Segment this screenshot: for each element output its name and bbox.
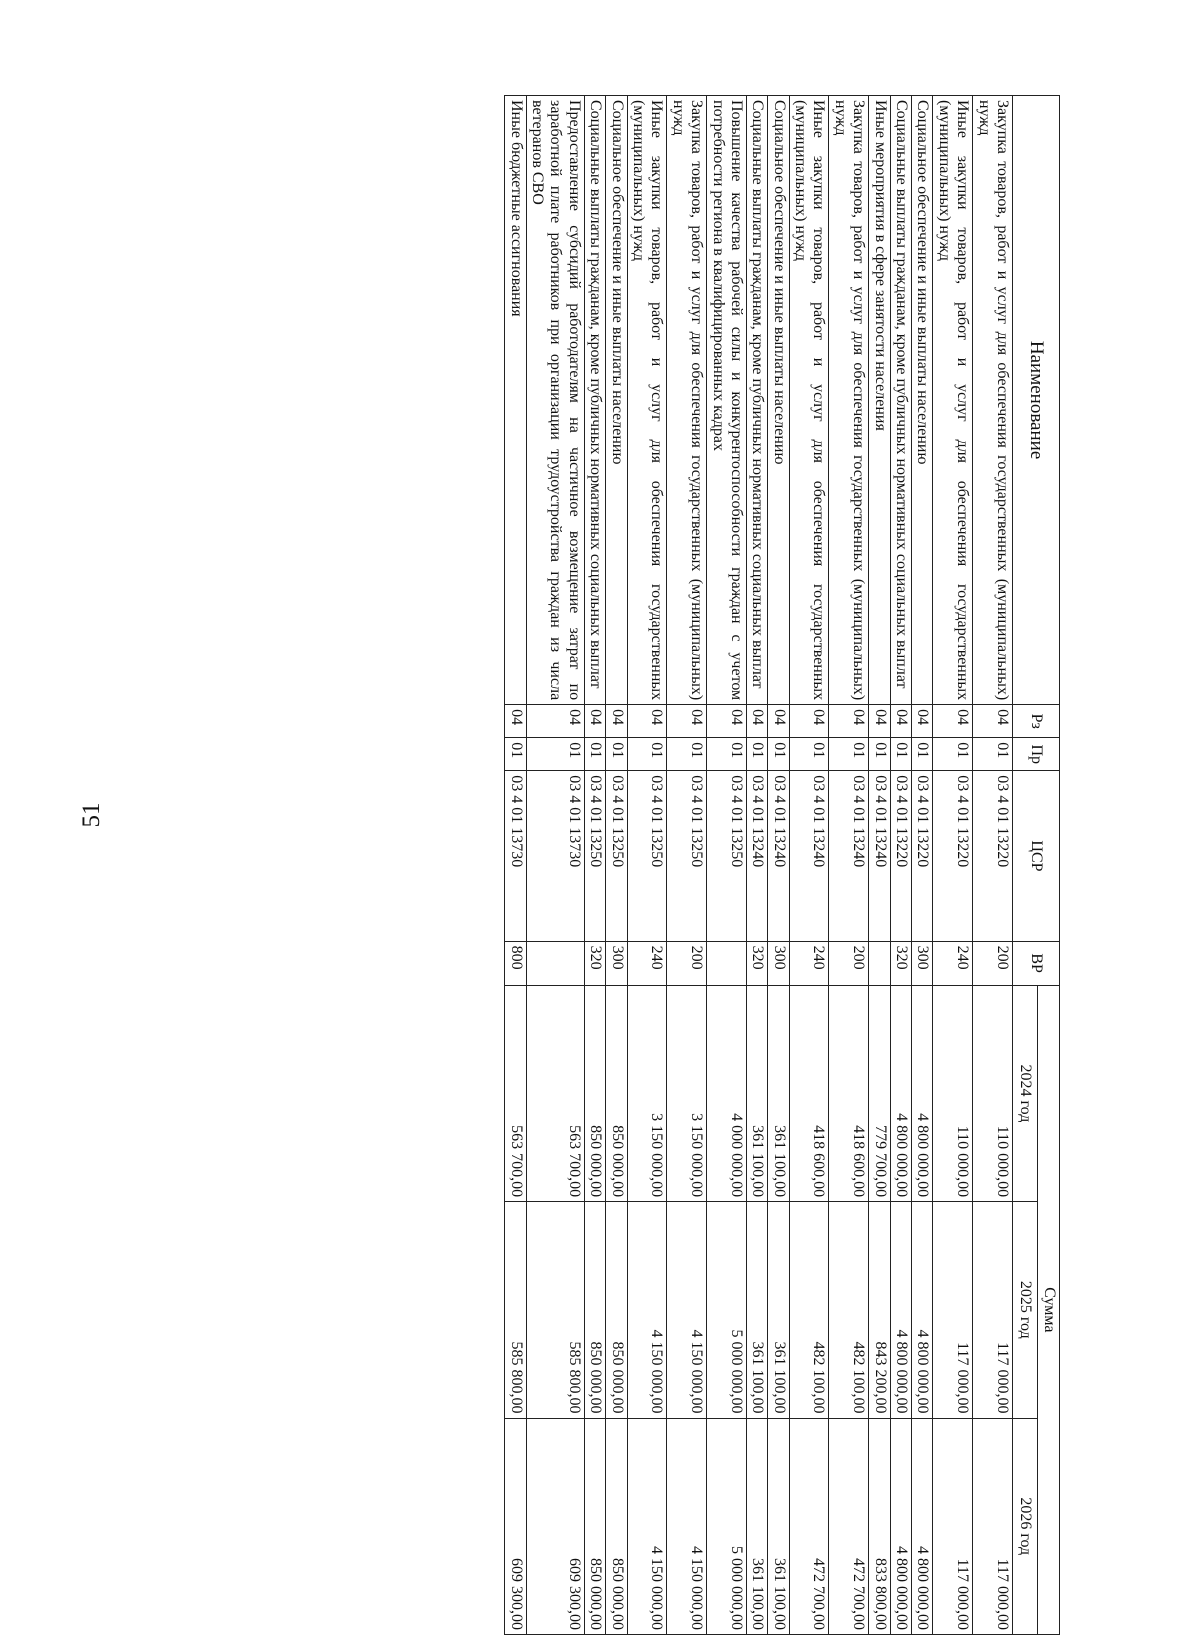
cell-pr: 01 bbox=[973, 738, 1013, 771]
cell-rz: 04 bbox=[768, 705, 789, 738]
cell-vr: 320 bbox=[584, 941, 605, 985]
cell-csr: 03 4 01 13220 bbox=[973, 771, 1013, 941]
cell-vr: 320 bbox=[746, 941, 767, 985]
cell-csr: 03 4 01 13240 bbox=[869, 771, 890, 941]
cell-pr: 01 bbox=[829, 738, 869, 771]
header-csr: ЦСР bbox=[1013, 771, 1060, 941]
cell-2024: 110 000,00 bbox=[973, 985, 1013, 1201]
cell-rz: 04 bbox=[707, 705, 747, 738]
table-row bbox=[667, 96, 707, 1635]
cell-2026: 850 000,00 bbox=[606, 1418, 627, 1634]
cell-2026: 4 800 000,00 bbox=[890, 1418, 911, 1634]
table-row bbox=[912, 96, 933, 1635]
cell-csr: 03 4 01 13250 bbox=[606, 771, 627, 941]
cell-2025: 850 000,00 bbox=[584, 1202, 605, 1418]
cell-vr bbox=[526, 941, 584, 985]
table-header bbox=[1013, 96, 1060, 1635]
cell-vr: 240 bbox=[933, 941, 973, 985]
page-number: 51 bbox=[78, 802, 105, 828]
cell-pr: 01 bbox=[505, 738, 526, 771]
cell-name: Социальное обеспечение и иные выплаты населению bbox=[606, 96, 627, 705]
table-row bbox=[973, 96, 1013, 1635]
cell-2025: 4 150 000,00 bbox=[667, 1202, 707, 1418]
cell-2026: 117 000,00 bbox=[973, 1418, 1013, 1634]
cell-rz: 04 bbox=[606, 705, 627, 738]
cell-csr: 03 4 01 13220 bbox=[912, 771, 933, 941]
table-row bbox=[869, 96, 890, 1635]
cell-rz: 04 bbox=[627, 705, 667, 738]
table-row bbox=[505, 96, 526, 1635]
cell-rz: 04 bbox=[933, 705, 973, 738]
cell-2026: 361 100,00 bbox=[746, 1418, 767, 1634]
table-row bbox=[707, 96, 747, 1635]
cell-vr: 200 bbox=[973, 941, 1013, 985]
cell-2025: 585 800,00 bbox=[526, 1202, 584, 1418]
cell-2024: 361 100,00 bbox=[746, 985, 767, 1201]
cell-csr: 03 4 01 13240 bbox=[789, 771, 829, 941]
cell-pr: 01 bbox=[584, 738, 605, 771]
cell-2024: 779 700,00 bbox=[869, 985, 890, 1201]
cell-name: Предоставление субсидий работодателям на частичное возмещение затрат по заработной плате работников при организации трудоустройства граждан из числа ветеранов СВО bbox=[526, 96, 584, 705]
cell-name: Социальные выплаты гражданам, кроме публичных нормативных социальных выплат bbox=[584, 96, 605, 705]
cell-2026: 4 800 000,00 bbox=[912, 1418, 933, 1634]
cell-csr: 03 4 01 13730 bbox=[526, 771, 584, 941]
cell-2024: 3 150 000,00 bbox=[627, 985, 667, 1201]
cell-rz: 04 bbox=[584, 705, 605, 738]
cell-pr: 01 bbox=[526, 738, 584, 771]
cell-name: Социальное обеспечение и иные выплаты населению bbox=[912, 96, 933, 705]
cell-2026: 4 150 000,00 bbox=[667, 1418, 707, 1634]
cell-2024: 563 700,00 bbox=[526, 985, 584, 1201]
cell-rz: 04 bbox=[829, 705, 869, 738]
cell-2024: 4 000 000,00 bbox=[707, 985, 747, 1201]
table-row bbox=[627, 96, 667, 1635]
cell-pr: 01 bbox=[746, 738, 767, 771]
cell-pr: 01 bbox=[869, 738, 890, 771]
cell-csr: 03 4 01 13730 bbox=[505, 771, 526, 941]
cell-2026: 609 300,00 bbox=[505, 1418, 526, 1634]
header-rz: Рз bbox=[1013, 705, 1060, 738]
cell-csr: 03 4 01 13240 bbox=[829, 771, 869, 941]
cell-2024: 850 000,00 bbox=[606, 985, 627, 1201]
cell-2026: 5 000 000,00 bbox=[707, 1418, 747, 1634]
header-year-2026: 2026 год bbox=[1013, 1418, 1038, 1634]
cell-name: Закупка товаров, работ и услуг для обеспечения государственных (муниципальных) нужд bbox=[973, 96, 1013, 705]
cell-2026: 609 300,00 bbox=[526, 1418, 584, 1634]
cell-rz: 04 bbox=[667, 705, 707, 738]
cell-name: Иные бюджетные ассигнования bbox=[505, 96, 526, 705]
cell-pr: 01 bbox=[768, 738, 789, 771]
cell-2025: 585 800,00 bbox=[505, 1202, 526, 1418]
cell-csr: 03 4 01 13240 bbox=[768, 771, 789, 941]
cell-rz: 04 bbox=[912, 705, 933, 738]
header-name: Наименование bbox=[1013, 96, 1060, 705]
cell-name: Иные мероприятия в сфере занятости населения bbox=[869, 96, 890, 705]
header-year-2024: 2024 год bbox=[1013, 985, 1038, 1201]
table-row bbox=[789, 96, 829, 1635]
cell-vr bbox=[869, 941, 890, 985]
cell-name: Социальные выплаты гражданам, кроме публичных нормативных социальных выплат bbox=[746, 96, 767, 705]
header-vr: ВР bbox=[1013, 941, 1060, 985]
cell-name: Закупка товаров, работ и услуг для обеспечения государственных (муниципальных) нужд bbox=[667, 96, 707, 705]
cell-pr: 01 bbox=[890, 738, 911, 771]
cell-name: Социальное обеспечение и иные выплаты населению bbox=[768, 96, 789, 705]
cell-csr: 03 4 01 13220 bbox=[933, 771, 973, 941]
cell-pr: 01 bbox=[606, 738, 627, 771]
cell-2026: 833 800,00 bbox=[869, 1418, 890, 1634]
cell-csr: 03 4 01 13240 bbox=[746, 771, 767, 941]
cell-rz: 04 bbox=[890, 705, 911, 738]
cell-vr: 240 bbox=[789, 941, 829, 985]
cell-csr: 03 4 01 13250 bbox=[667, 771, 707, 941]
header-sum: Сумма bbox=[1038, 985, 1060, 1634]
cell-name: Социальные выплаты гражданам, кроме публичных нормативных социальных выплат bbox=[890, 96, 911, 705]
cell-2026: 472 700,00 bbox=[789, 1418, 829, 1634]
cell-2025: 4 800 000,00 bbox=[890, 1202, 911, 1418]
cell-2024: 361 100,00 bbox=[768, 985, 789, 1201]
cell-2026: 361 100,00 bbox=[768, 1418, 789, 1634]
cell-2024: 4 800 000,00 bbox=[912, 985, 933, 1201]
cell-vr: 300 bbox=[912, 941, 933, 985]
table-row bbox=[584, 96, 605, 1635]
cell-2025: 850 000,00 bbox=[606, 1202, 627, 1418]
cell-csr: 03 4 01 13250 bbox=[707, 771, 747, 941]
cell-csr: 03 4 01 13250 bbox=[584, 771, 605, 941]
table-row bbox=[606, 96, 627, 1635]
cell-2025: 482 100,00 bbox=[789, 1202, 829, 1418]
cell-vr: 240 bbox=[627, 941, 667, 985]
cell-csr: 03 4 01 13250 bbox=[627, 771, 667, 941]
cell-2024: 418 600,00 bbox=[829, 985, 869, 1201]
cell-2024: 4 800 000,00 bbox=[890, 985, 911, 1201]
cell-2026: 850 000,00 bbox=[584, 1418, 605, 1634]
cell-vr: 200 bbox=[829, 941, 869, 985]
rotated-page bbox=[180, 95, 1060, 1635]
cell-2025: 5 000 000,00 bbox=[707, 1202, 747, 1418]
cell-name: Иные закупки товаров, работ и услуг для обеспечения государственных (муниципальных) нужд bbox=[789, 96, 829, 705]
cell-vr bbox=[707, 941, 747, 985]
cell-2024: 418 600,00 bbox=[789, 985, 829, 1201]
cell-2024: 110 000,00 bbox=[933, 985, 973, 1201]
table-row bbox=[829, 96, 869, 1635]
cell-2026: 472 700,00 bbox=[829, 1418, 869, 1634]
cell-2024: 563 700,00 bbox=[505, 985, 526, 1201]
cell-name: Иные закупки товаров, работ и услуг для обеспечения государственных (муниципальных) нужд bbox=[933, 96, 973, 705]
cell-2025: 4 150 000,00 bbox=[627, 1202, 667, 1418]
table-row bbox=[933, 96, 973, 1635]
cell-2025: 361 100,00 bbox=[768, 1202, 789, 1418]
table-row bbox=[768, 96, 789, 1635]
cell-rz: 04 bbox=[973, 705, 1013, 738]
cell-2025: 361 100,00 bbox=[746, 1202, 767, 1418]
table-row bbox=[526, 96, 584, 1635]
header-pr: Пр bbox=[1013, 738, 1060, 771]
cell-2024: 850 000,00 bbox=[584, 985, 605, 1201]
cell-rz: 04 bbox=[746, 705, 767, 738]
cell-pr: 01 bbox=[627, 738, 667, 771]
table-body bbox=[505, 96, 1013, 1635]
cell-2026: 4 150 000,00 bbox=[627, 1418, 667, 1634]
cell-rz: 04 bbox=[505, 705, 526, 738]
cell-2025: 482 100,00 bbox=[829, 1202, 869, 1418]
cell-vr: 200 bbox=[667, 941, 707, 985]
cell-rz: 04 bbox=[789, 705, 829, 738]
cell-pr: 01 bbox=[707, 738, 747, 771]
cell-csr: 03 4 01 13220 bbox=[890, 771, 911, 941]
cell-name: Повышение качества рабочей силы и конкурентоспособности граждан с учетом потребности региона в квалифицированных кадрах bbox=[707, 96, 747, 705]
cell-pr: 01 bbox=[789, 738, 829, 771]
cell-name: Иные закупки товаров, работ и услуг для обеспечения государственных (муниципальных) нужд bbox=[627, 96, 667, 705]
cell-vr: 800 bbox=[505, 941, 526, 985]
cell-vr: 300 bbox=[768, 941, 789, 985]
cell-2025: 4 800 000,00 bbox=[912, 1202, 933, 1418]
cell-vr: 320 bbox=[890, 941, 911, 985]
table-row bbox=[746, 96, 767, 1635]
cell-name: Закупка товаров, работ и услуг для обеспечения государственных (муниципальных) нужд bbox=[829, 96, 869, 705]
cell-pr: 01 bbox=[933, 738, 973, 771]
cell-rz: 04 bbox=[869, 705, 890, 738]
cell-2025: 117 000,00 bbox=[973, 1202, 1013, 1418]
cell-2026: 117 000,00 bbox=[933, 1418, 973, 1634]
cell-2025: 117 000,00 bbox=[933, 1202, 973, 1418]
cell-pr: 01 bbox=[667, 738, 707, 771]
cell-vr: 300 bbox=[606, 941, 627, 985]
table-row bbox=[890, 96, 911, 1635]
header-year-2025: 2025 год bbox=[1013, 1202, 1038, 1418]
budget-table bbox=[504, 95, 1060, 1635]
cell-2024: 3 150 000,00 bbox=[667, 985, 707, 1201]
cell-pr: 01 bbox=[912, 738, 933, 771]
cell-rz: 04 bbox=[526, 705, 584, 738]
cell-2025: 843 200,00 bbox=[869, 1202, 890, 1418]
